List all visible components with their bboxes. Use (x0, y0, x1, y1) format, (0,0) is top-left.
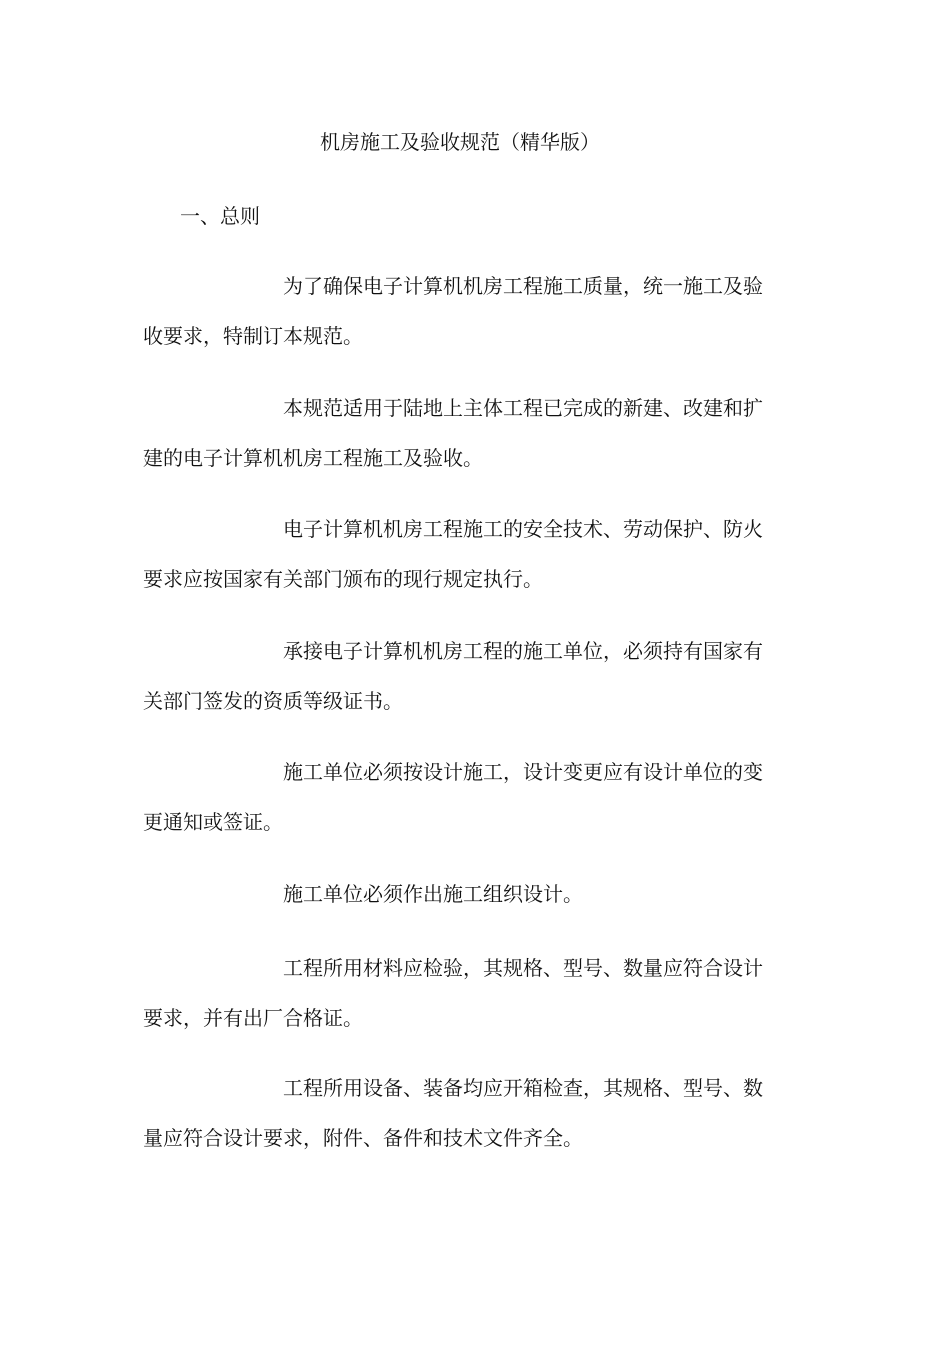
paragraph-safety: 电子计算机机房工程施工的安全技术、劳动保护、防火要求应按国家有关部门颁布的现行规定执行。 (143, 517, 763, 591)
section-heading: 一、总则 (180, 204, 260, 228)
paragraph-equipment-inspection: 工程所用设备、装备均应开箱检查，其规格、型号、数量应符合设计要求，附件、备件和技术文件齐全。 (143, 1076, 763, 1150)
paragraph-design-change: 施工单位必须按设计施工，设计变更应有设计单位的变更通知或签证。 (143, 760, 763, 834)
paragraph-organization-design: 施工单位必须作出施工组织设计。 (283, 882, 583, 906)
paragraph-qualification: 承接电子计算机机房工程的施工单位，必须持有国家有关部门签发的资质等级证书。 (143, 639, 763, 713)
paragraph-purpose: 为了确保电子计算机机房工程施工质量，统一施工及验收要求，特制订本规范。 (143, 274, 763, 348)
document-title: 机房施工及验收规范（精华版） (320, 130, 600, 154)
paragraph-material-inspection: 工程所用材料应检验，其规格、型号、数量应符合设计要求，并有出厂合格证。 (143, 956, 763, 1030)
paragraph-scope: 本规范适用于陆地上主体工程已完成的新建、改建和扩建的电子计算机机房工程施工及验收。 (143, 396, 763, 470)
